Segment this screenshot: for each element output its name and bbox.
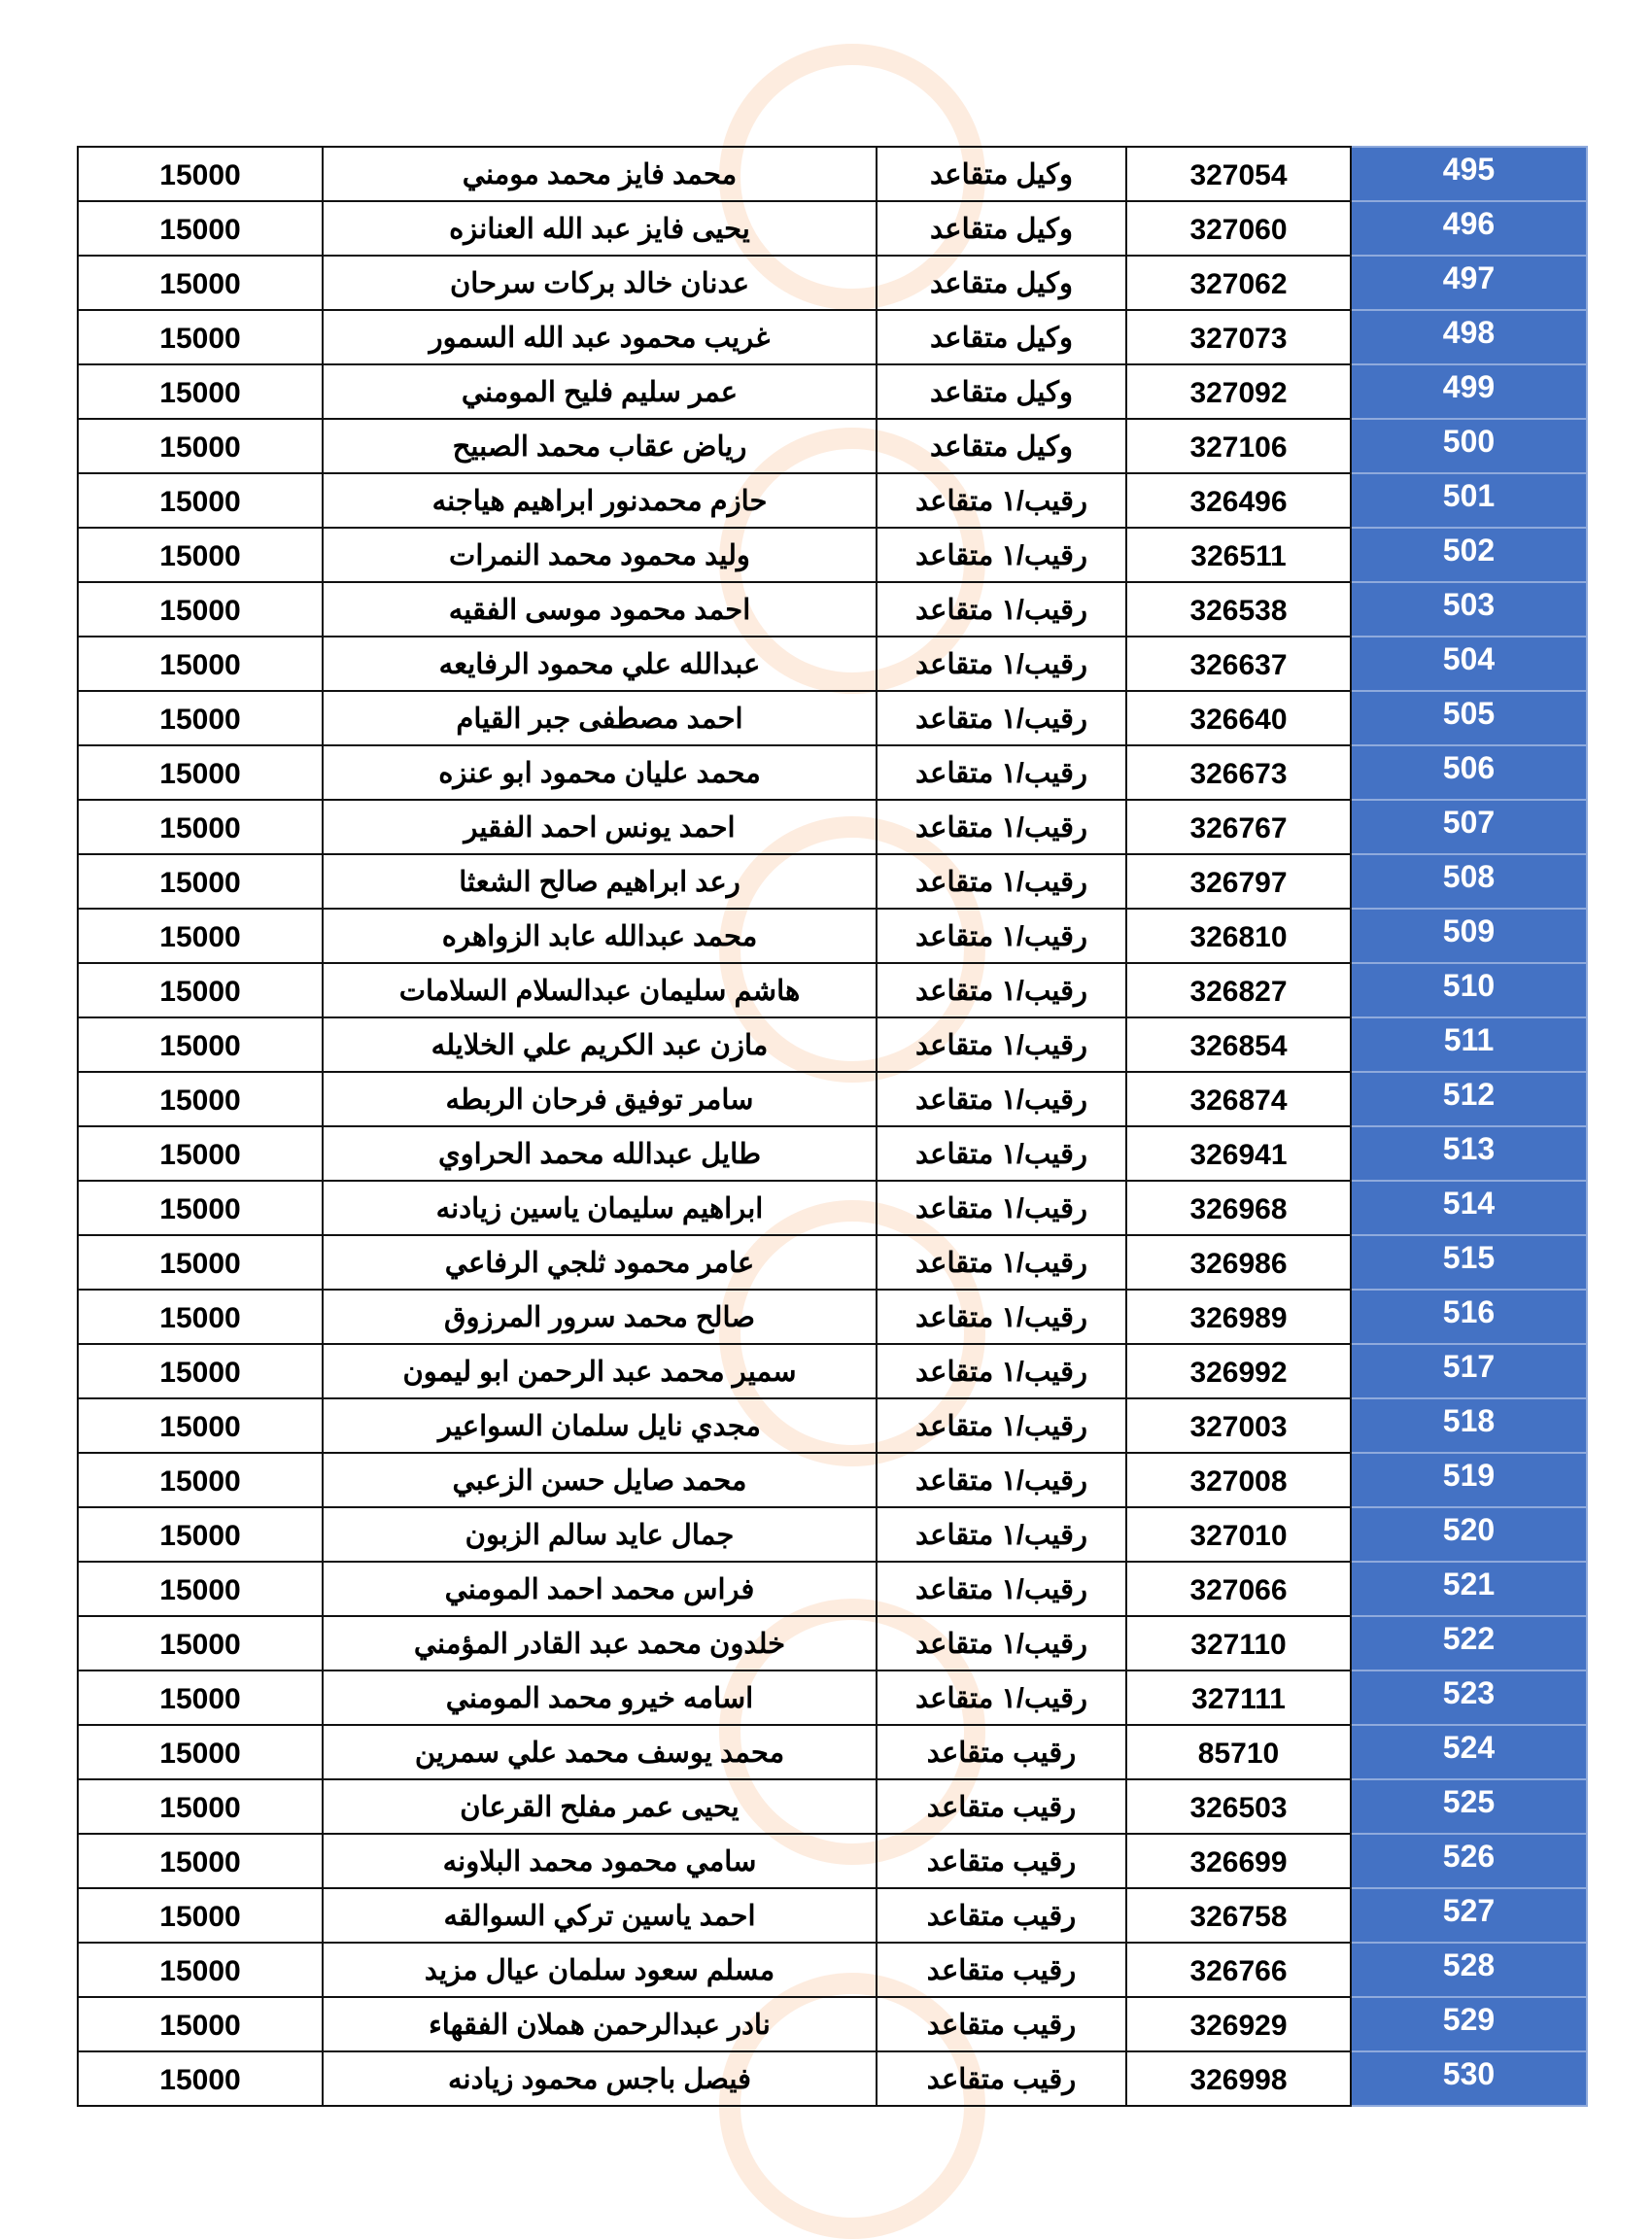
index-cell: 502 (1351, 528, 1587, 582)
table-row (78, 1997, 1587, 2051)
index-cell: 497 (1351, 256, 1587, 310)
military-number-cell: 327010 (1126, 1507, 1351, 1562)
rank-cell: رقيب/١ متقاعد (877, 1290, 1126, 1344)
amount-cell: 15000 (78, 637, 323, 691)
military-number-cell: 327062 (1126, 256, 1351, 310)
military-number-cell: 326767 (1126, 800, 1351, 854)
table-row (78, 364, 1587, 419)
index-cell: 501 (1351, 473, 1587, 528)
amount-cell: 15000 (78, 1453, 323, 1507)
name-cell: محمد فايز محمد مومني (323, 147, 877, 201)
table-row (78, 963, 1587, 1017)
table-row (78, 201, 1587, 256)
amount-cell: 15000 (78, 1779, 323, 1834)
table-row (78, 1290, 1587, 1344)
military-number-cell: 326699 (1126, 1834, 1351, 1888)
table-row (78, 147, 1587, 201)
military-number-cell: 326998 (1126, 2051, 1351, 2106)
military-number-cell: 326874 (1126, 1072, 1351, 1126)
table-row (78, 800, 1587, 854)
retirees-table (77, 146, 1588, 2107)
name-cell: فراس محمد احمد المومني (323, 1562, 877, 1616)
military-number-cell: 326810 (1126, 909, 1351, 963)
amount-cell: 15000 (78, 2051, 323, 2106)
table-row (78, 637, 1587, 691)
military-number-cell: 327060 (1126, 201, 1351, 256)
amount-cell: 15000 (78, 1507, 323, 1562)
amount-cell: 15000 (78, 1943, 323, 1997)
index-cell: 500 (1351, 419, 1587, 473)
amount-cell: 15000 (78, 1671, 323, 1725)
index-cell: 511 (1351, 1017, 1587, 1072)
amount-cell: 15000 (78, 419, 323, 473)
table-row (78, 1453, 1587, 1507)
military-number-cell: 326992 (1126, 1344, 1351, 1398)
amount-cell: 15000 (78, 1398, 323, 1453)
table-row (78, 909, 1587, 963)
amount-cell: 15000 (78, 1834, 323, 1888)
index-cell: 517 (1351, 1344, 1587, 1398)
name-cell: عمر سليم فليح المومني (323, 364, 877, 419)
index-cell: 514 (1351, 1181, 1587, 1235)
rank-cell: رقيب متقاعد (877, 1725, 1126, 1779)
rank-cell: رقيب/١ متقاعد (877, 691, 1126, 745)
amount-cell: 15000 (78, 147, 323, 201)
index-cell: 526 (1351, 1834, 1587, 1888)
military-number-cell: 85710 (1126, 1725, 1351, 1779)
table-row (78, 256, 1587, 310)
name-cell: يحيى فايز عبد الله العنانزه (323, 201, 877, 256)
military-number-cell: 326503 (1126, 1779, 1351, 1834)
amount-cell: 15000 (78, 963, 323, 1017)
table-row (78, 1181, 1587, 1235)
table-row (78, 2051, 1587, 2106)
rank-cell: رقيب/١ متقاعد (877, 1017, 1126, 1072)
amount-cell: 15000 (78, 1562, 323, 1616)
amount-cell: 15000 (78, 1181, 323, 1235)
military-number-cell: 327092 (1126, 364, 1351, 419)
name-cell: مسلم سعود سلمان عيال مزيد (323, 1943, 877, 1997)
name-cell: سامر توفيق فرحان الربطه (323, 1072, 877, 1126)
military-number-cell: 327110 (1126, 1616, 1351, 1671)
index-cell: 504 (1351, 637, 1587, 691)
military-number-cell: 326673 (1126, 745, 1351, 800)
amount-cell: 15000 (78, 582, 323, 637)
index-cell: 519 (1351, 1453, 1587, 1507)
amount-cell: 15000 (78, 691, 323, 745)
amount-cell: 15000 (78, 1290, 323, 1344)
name-cell: اسامه خيرو محمد المومني (323, 1671, 877, 1725)
table-row (78, 1671, 1587, 1725)
index-cell: 523 (1351, 1671, 1587, 1725)
rank-cell: رقيب متقاعد (877, 1888, 1126, 1943)
rank-cell: وكيل متقاعد (877, 201, 1126, 256)
rank-cell: رقيب متقاعد (877, 1834, 1126, 1888)
military-number-cell: 327111 (1126, 1671, 1351, 1725)
rank-cell: رقيب/١ متقاعد (877, 854, 1126, 909)
table-row (78, 1126, 1587, 1181)
index-cell: 527 (1351, 1888, 1587, 1943)
index-cell: 521 (1351, 1562, 1587, 1616)
military-number-cell: 326854 (1126, 1017, 1351, 1072)
table-row (78, 1398, 1587, 1453)
rank-cell: وكيل متقاعد (877, 310, 1126, 364)
military-number-cell: 326827 (1126, 963, 1351, 1017)
name-cell: رياض عقاب محمد الصبيح (323, 419, 877, 473)
table-row (78, 582, 1587, 637)
rank-cell: رقيب/١ متقاعد (877, 963, 1126, 1017)
amount-cell: 15000 (78, 528, 323, 582)
amount-cell: 15000 (78, 1888, 323, 1943)
military-number-cell: 326538 (1126, 582, 1351, 637)
name-cell: محمد عبدالله عابد الزواهره (323, 909, 877, 963)
name-cell: جمال عايد سالم الزبون (323, 1507, 877, 1562)
table-row (78, 1562, 1587, 1616)
rank-cell: رقيب/١ متقاعد (877, 1344, 1126, 1398)
amount-cell: 15000 (78, 1017, 323, 1072)
rank-cell: رقيب/١ متقاعد (877, 473, 1126, 528)
table-body (78, 147, 1587, 2106)
table-row (78, 473, 1587, 528)
amount-cell: 15000 (78, 800, 323, 854)
table-row (78, 745, 1587, 800)
rank-cell: رقيب/١ متقاعد (877, 1616, 1126, 1671)
amount-cell: 15000 (78, 473, 323, 528)
name-cell: خلدون محمد عبد القادر المؤمني (323, 1616, 877, 1671)
table-row (78, 1888, 1587, 1943)
military-number-cell: 326496 (1126, 473, 1351, 528)
index-cell: 529 (1351, 1997, 1587, 2051)
amount-cell: 15000 (78, 364, 323, 419)
rank-cell: رقيب/١ متقاعد (877, 1562, 1126, 1616)
index-cell: 524 (1351, 1725, 1587, 1779)
table-row (78, 1943, 1587, 1997)
amount-cell: 15000 (78, 1072, 323, 1126)
name-cell: فيصل باجس محمود زيادنه (323, 2051, 877, 2106)
index-cell: 508 (1351, 854, 1587, 909)
index-cell: 510 (1351, 963, 1587, 1017)
military-number-cell: 326941 (1126, 1126, 1351, 1181)
military-number-cell: 326986 (1126, 1235, 1351, 1290)
rank-cell: رقيب/١ متقاعد (877, 1126, 1126, 1181)
military-number-cell: 326640 (1126, 691, 1351, 745)
rank-cell: رقيب/١ متقاعد (877, 637, 1126, 691)
index-cell: 528 (1351, 1943, 1587, 1997)
rank-cell: رقيب/١ متقاعد (877, 1671, 1126, 1725)
index-cell: 498 (1351, 310, 1587, 364)
name-cell: غريب محمود عبد الله السمور (323, 310, 877, 364)
rank-cell: رقيب/١ متقاعد (877, 582, 1126, 637)
index-cell: 507 (1351, 800, 1587, 854)
military-number-cell: 326758 (1126, 1888, 1351, 1943)
table-row (78, 854, 1587, 909)
table-row (78, 419, 1587, 473)
index-cell: 512 (1351, 1072, 1587, 1126)
index-cell: 520 (1351, 1507, 1587, 1562)
table-row (78, 691, 1587, 745)
military-number-cell: 327106 (1126, 419, 1351, 473)
rank-cell: رقيب/١ متقاعد (877, 1181, 1126, 1235)
rank-cell: رقيب متقاعد (877, 1997, 1126, 2051)
amount-cell: 15000 (78, 1616, 323, 1671)
index-cell: 525 (1351, 1779, 1587, 1834)
index-cell: 530 (1351, 2051, 1587, 2106)
name-cell: ابراهيم سليمان ياسين زيادنه (323, 1181, 877, 1235)
name-cell: نادر عبدالرحمن هملان الفقهاء (323, 1997, 877, 2051)
name-cell: محمد يوسف محمد علي سمرين (323, 1725, 877, 1779)
rank-cell: رقيب/١ متقاعد (877, 1235, 1126, 1290)
military-number-cell: 327073 (1126, 310, 1351, 364)
table-row (78, 310, 1587, 364)
military-number-cell: 327003 (1126, 1398, 1351, 1453)
amount-cell: 15000 (78, 1725, 323, 1779)
rank-cell: وكيل متقاعد (877, 256, 1126, 310)
amount-cell: 15000 (78, 310, 323, 364)
index-cell: 503 (1351, 582, 1587, 637)
table-row (78, 1507, 1587, 1562)
name-cell: يحيى عمر مفلح القرعان (323, 1779, 877, 1834)
name-cell: وليد محمود محمد النمرات (323, 528, 877, 582)
name-cell: سمير محمد عبد الرحمن ابو ليمون (323, 1344, 877, 1398)
amount-cell: 15000 (78, 1126, 323, 1181)
rank-cell: رقيب متقاعد (877, 1779, 1126, 1834)
name-cell: احمد مصطفى جبر القيام (323, 691, 877, 745)
rank-cell: رقيب/١ متقاعد (877, 1453, 1126, 1507)
military-number-cell: 326766 (1126, 1943, 1351, 1997)
table-row (78, 1616, 1587, 1671)
rank-cell: وكيل متقاعد (877, 147, 1126, 201)
table-row (78, 1344, 1587, 1398)
index-cell: 505 (1351, 691, 1587, 745)
index-cell: 518 (1351, 1398, 1587, 1453)
index-cell: 509 (1351, 909, 1587, 963)
military-number-cell: 327008 (1126, 1453, 1351, 1507)
name-cell: طايل عبدالله محمد الحراوي (323, 1126, 877, 1181)
rank-cell: رقيب متقاعد (877, 2051, 1126, 2106)
rank-cell: وكيل متقاعد (877, 364, 1126, 419)
table-row (78, 1725, 1587, 1779)
amount-cell: 15000 (78, 854, 323, 909)
index-cell: 506 (1351, 745, 1587, 800)
rank-cell: رقيب/١ متقاعد (877, 909, 1126, 963)
table-row (78, 1779, 1587, 1834)
name-cell: عامر محمود ثلجي الرفاعي (323, 1235, 877, 1290)
index-cell: 499 (1351, 364, 1587, 419)
table-row (78, 1072, 1587, 1126)
military-number-cell: 327066 (1126, 1562, 1351, 1616)
index-cell: 495 (1351, 147, 1587, 201)
name-cell: عدنان خالد بركات سرحان (323, 256, 877, 310)
rank-cell: رقيب/١ متقاعد (877, 528, 1126, 582)
index-cell: 513 (1351, 1126, 1587, 1181)
military-number-cell: 326929 (1126, 1997, 1351, 2051)
name-cell: مجدي نايل سلمان السواعير (323, 1398, 877, 1453)
table-row (78, 1834, 1587, 1888)
military-number-cell: 326989 (1126, 1290, 1351, 1344)
military-number-cell: 327054 (1126, 147, 1351, 201)
name-cell: احمد محمود موسى الفقيه (323, 582, 877, 637)
name-cell: احمد يونس احمد الفقير (323, 800, 877, 854)
amount-cell: 15000 (78, 1997, 323, 2051)
name-cell: احمد ياسين تركي السوالقه (323, 1888, 877, 1943)
amount-cell: 15000 (78, 1344, 323, 1398)
amount-cell: 15000 (78, 1235, 323, 1290)
rank-cell: رقيب متقاعد (877, 1943, 1126, 1997)
name-cell: هاشم سليمان عبدالسلام السلامات (323, 963, 877, 1017)
military-number-cell: 326968 (1126, 1181, 1351, 1235)
rank-cell: رقيب/١ متقاعد (877, 800, 1126, 854)
military-number-cell: 326511 (1126, 528, 1351, 582)
rank-cell: رقيب/١ متقاعد (877, 1398, 1126, 1453)
name-cell: محمد عليان محمود ابو عنزه (323, 745, 877, 800)
rank-cell: رقيب/١ متقاعد (877, 1072, 1126, 1126)
name-cell: صالح محمد سرور المرزوق (323, 1290, 877, 1344)
table-row (78, 528, 1587, 582)
table-row (78, 1017, 1587, 1072)
index-cell: 516 (1351, 1290, 1587, 1344)
amount-cell: 15000 (78, 201, 323, 256)
amount-cell: 15000 (78, 256, 323, 310)
table-row (78, 1235, 1587, 1290)
index-cell: 515 (1351, 1235, 1587, 1290)
name-cell: حازم محمدنور ابراهيم هياجنه (323, 473, 877, 528)
name-cell: سامي محمود محمد البلاونه (323, 1834, 877, 1888)
name-cell: محمد صايل حسن الزعبي (323, 1453, 877, 1507)
rank-cell: رقيب/١ متقاعد (877, 1507, 1126, 1562)
rank-cell: وكيل متقاعد (877, 419, 1126, 473)
amount-cell: 15000 (78, 745, 323, 800)
military-number-cell: 326637 (1126, 637, 1351, 691)
rank-cell: رقيب/١ متقاعد (877, 745, 1126, 800)
amount-cell: 15000 (78, 909, 323, 963)
name-cell: رعد ابراهيم صالح الشعثا (323, 854, 877, 909)
name-cell: مازن عبد الكريم علي الخلايله (323, 1017, 877, 1072)
military-number-cell: 326797 (1126, 854, 1351, 909)
index-cell: 496 (1351, 201, 1587, 256)
name-cell: عبدالله علي محمود الرفايعه (323, 637, 877, 691)
index-cell: 522 (1351, 1616, 1587, 1671)
